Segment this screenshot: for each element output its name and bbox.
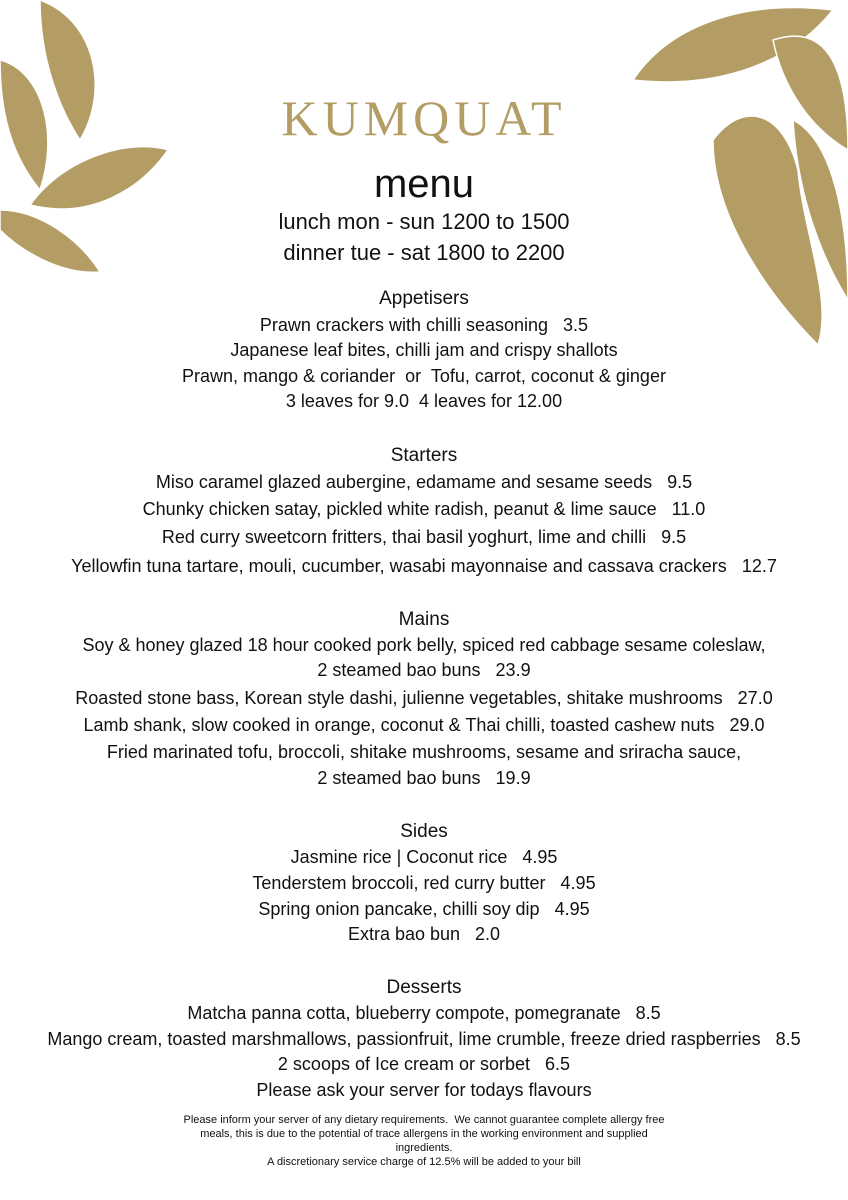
section-heading: Mains [398,609,450,630]
brand-logo: KUMQUAT [281,90,567,146]
lunch-hours: lunch mon - sun 1200 to 1500 [278,209,570,234]
menu-item: 3 leaves for 9.0 4 leaves for 12.00 [285,391,563,411]
footer-line: meals, this is due to the potential of trace allergens in the working environment and supplied [200,1128,648,1140]
menu-item: Chunky chicken satay, pickled white radish, peanut & lime sauce 11.0 [142,499,706,519]
menu-item: Yellowfin tuna tartare, mouli, cucumber, wasabi mayonnaise and cassava crackers 12.7 [71,556,777,576]
menu-item: Lamb shank, slow cooked in orange, coconut & Thai chilli, toasted cashew nuts 29.0 [83,715,765,735]
menu-item: Miso caramel glazed aubergine, edamame and sesame seeds 9.5 [155,472,693,492]
menu-item: Extra bao bun 2.0 [347,924,501,944]
dinner-hours: dinner tue - sat 1800 to 2200 [283,240,565,265]
menu-item: Matcha panna cotta, blueberry compote, pomegranate 8.5 [187,1003,661,1023]
menu-item: Red curry sweetcorn fritters, thai basil yoghurt, lime and chilli 9.5 [161,527,687,547]
menu-item: Please ask your server for todays flavours [256,1080,592,1100]
menu-item: 2 scoops of Ice cream or sorbet 6.5 [277,1054,571,1074]
menu-item: Tenderstem broccoli, red curry butter 4.95 [252,873,596,893]
section-heading: Appetisers [379,288,469,309]
menu-item: 2 steamed bao buns 23.9 [317,660,531,680]
section-heading: Sides [400,821,448,842]
menu-item: Fried marinated tofu, broccoli, shitake mushrooms, sesame and sriracha sauce, [106,742,742,762]
menu-item: Soy & honey glazed 18 hour cooked pork belly, spiced red cabbage sesame coleslaw, [82,635,766,655]
section-heading: Desserts [386,977,462,998]
section-heading: Starters [390,445,458,466]
menu-title: menu [373,162,475,206]
menu-item: Roasted stone bass, Korean style dashi, julienne vegetables, shitake mushrooms 27.0 [75,688,773,708]
menu-item: 2 steamed bao buns 19.9 [317,768,531,788]
menu-item: Prawn crackers with chilli seasoning 3.5 [259,315,589,335]
service-charge-note: A discretionary service charge of 12.5% will be added to your bill [267,1156,581,1168]
footer-line: Please inform your server of any dietary requirements. We cannot guarantee complete allergy free [183,1114,665,1126]
menu-item: Prawn, mango & coriander or Tofu, carrot, coconut & ginger [182,366,666,386]
footer-line: ingredients. [395,1142,453,1154]
menu-item: Spring onion pancake, chilli soy dip 4.95 [258,899,590,919]
menu-item: Mango cream, toasted marshmallows, passionfruit, lime crumble, freeze dried raspberries 8.5 [47,1029,801,1049]
menu-item: Japanese leaf bites, chilli jam and crispy shallots [230,340,618,360]
menu-item: Jasmine rice | Coconut rice 4.95 [290,847,558,867]
